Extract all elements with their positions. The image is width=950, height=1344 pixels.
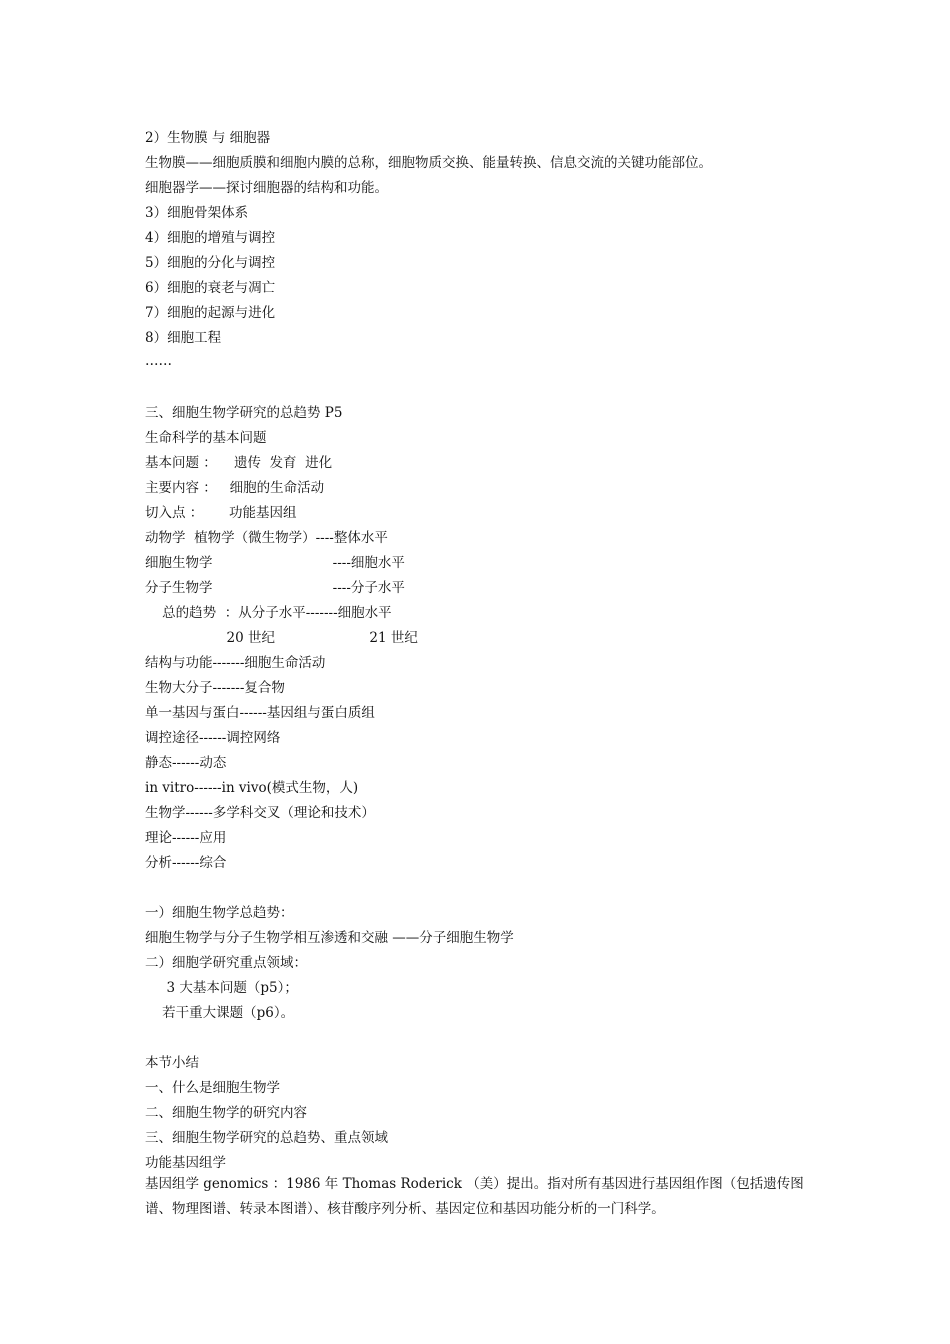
text-line: …… <box>145 353 172 369</box>
text-line: 5）细胞的分化与调控 <box>145 255 276 271</box>
text-line: 2）生物膜 与 细胞器 <box>145 130 271 146</box>
text-line: 生物大分子-------复合物 <box>145 680 285 696</box>
text-line: 细胞器学——探讨细胞器的结构和功能。 <box>145 180 388 196</box>
text-line: 6）细胞的衰老与凋亡 <box>145 280 276 296</box>
text-line: 3）细胞骨架体系 <box>145 205 249 221</box>
section-heading: 三、细胞生物学研究的总趋势 P5 <box>145 405 343 421</box>
text-line: 7）细胞的起源与进化 <box>145 305 276 321</box>
text-line: 8）细胞工程 <box>145 330 222 346</box>
text-line: 4）细胞的增殖与调控 <box>145 230 276 246</box>
text-line: 分子生物学 ----分子水平 <box>145 580 405 596</box>
section-heading: 本节小结 <box>145 1055 199 1071</box>
text-line: 主要内容 ： 细胞的生命活动 <box>145 480 325 496</box>
text-line: 生物膜——细胞质膜和细胞内膜的总称，细胞物质交换、能量转换、信息交流的关键功能部位。 <box>145 155 712 171</box>
text-line: 基本问题 ： 遗传 发育 进化 <box>145 455 333 471</box>
text-line: 分析------综合 <box>145 855 227 871</box>
text-line: 二、细胞生物学的研究内容 <box>145 1105 307 1121</box>
text-line: 动物学 植物学（微生物学）----整体水平 <box>145 530 388 546</box>
text-line: 若干重大课题（p6）。 <box>145 1005 295 1021</box>
text-line: 生物学------多学科交叉（理论和技术） <box>145 805 375 821</box>
text-line: 生命科学的基本问题 <box>145 430 267 446</box>
text-line: 功能基因组学 <box>145 1155 226 1171</box>
text-line: 理论------应用 <box>145 830 227 846</box>
text-line: 一、什么是细胞生物学 <box>145 1080 280 1096</box>
text-line: 结构与功能-------细胞生命活动 <box>145 655 326 671</box>
text-line: 3 大基本问题（p5）； <box>145 980 298 996</box>
text-line: in vitro------in vivo(模式生物，人) <box>145 780 359 796</box>
text-line: 三、细胞生物学研究的总趋势、重点领域 <box>145 1130 388 1146</box>
text-line: 细胞生物学与分子生物学相互渗透和交融 ——分子细胞生物学 <box>145 930 514 946</box>
text-line: 切入点 ： 功能基因组 <box>145 505 297 521</box>
text-line: 静态------动态 <box>145 755 227 771</box>
text-line: 20 世纪 21 世纪 <box>145 630 418 646</box>
text-line: 调控途径------调控网络 <box>145 730 281 746</box>
text-line: 单一基因与蛋白------基因组与蛋白质组 <box>145 705 375 721</box>
text-line: 细胞生物学 ----细胞水平 <box>145 555 405 571</box>
text-line: 一）细胞生物学总趋势： <box>145 905 294 921</box>
paragraph: 基因组学 genomics ：1986 年 Thomas Roderick （美）提出。指对所有基因进行基因组作图（包括遗传图谱、物理图谱、转录本图谱）、核苷酸序列分析、基因定位和基因功能分析的一门科学。 <box>145 1176 804 1217</box>
text-line: 二）细胞学研究重点领域： <box>145 955 307 971</box>
text-line: 总的趋势 ：从分子水平-------细胞水平 <box>145 605 392 621</box>
